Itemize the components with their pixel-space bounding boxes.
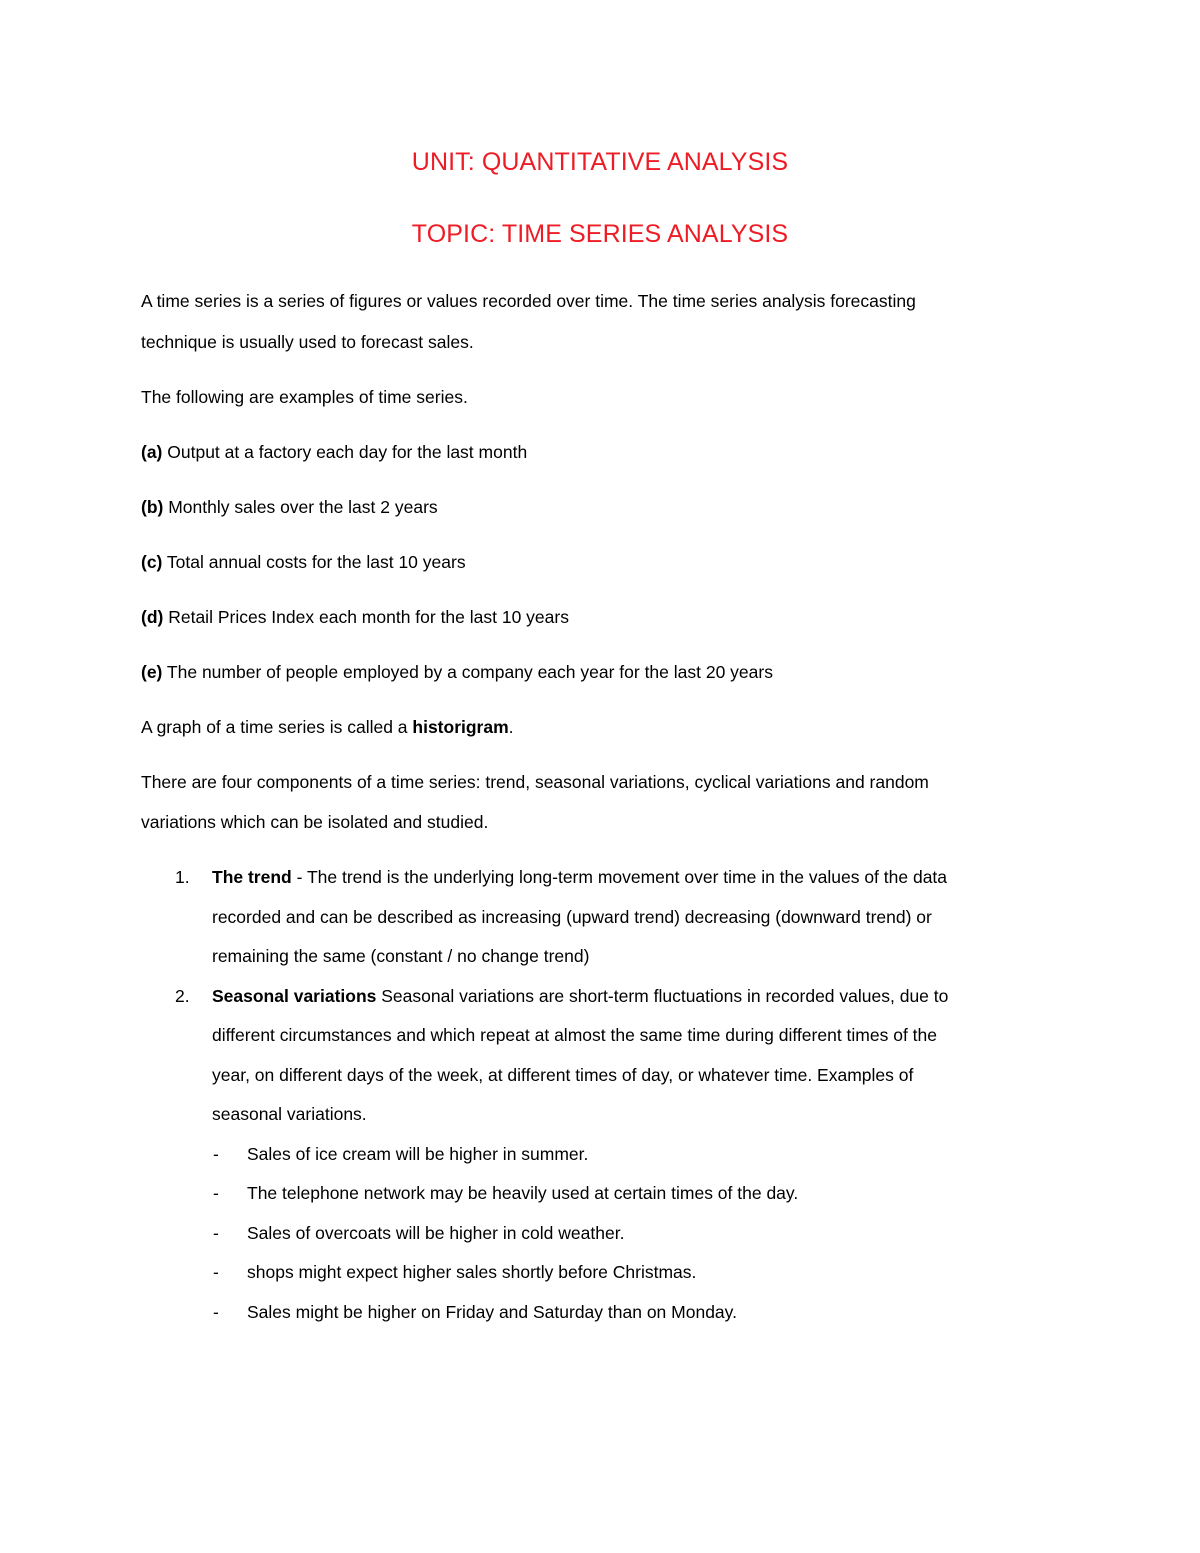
example-text: Total annual costs for the last 10 years — [162, 552, 466, 572]
example-item-d — [141, 597, 1061, 637]
example-text: Retail Prices Index each month for the last 10 years — [163, 607, 569, 627]
example-item-c — [141, 542, 1061, 582]
trend-line-2: recorded and can be described as increasing (upward trend) decreasing (downward trend) or — [212, 907, 932, 927]
unit-title: UNIT: QUANTITATIVE ANALYSIS — [411, 148, 789, 176]
list-number-1: 1. — [175, 867, 190, 887]
trend-line-3: remaining the same (constant / no change trend) — [212, 946, 590, 966]
components-line-1: There are four components of a time series: trend, seasonal variations, cyclical variations and random — [141, 772, 929, 792]
example-item-a — [141, 432, 1061, 472]
trend-heading: The trend — [212, 867, 292, 887]
seasonal-line-4: seasonal variations. — [212, 1104, 367, 1124]
seasonal-example-overcoats: Sales of overcoats will be higher in cold weather. — [247, 1223, 625, 1243]
seasonal-example-weekday: Sales might be higher on Friday and Saturday than on Monday. — [247, 1302, 737, 1322]
seasonal-example-telephone: The telephone network may be heavily used at certain times of the day. — [247, 1183, 799, 1203]
example-label: (d) — [141, 607, 164, 627]
historigram-sentence — [141, 707, 1061, 747]
example-label: (b) — [141, 497, 164, 517]
example-label: (a) — [141, 442, 163, 462]
seasonal-text: Seasonal variations are short-term fluctuations in recorded values, due to — [376, 986, 949, 1006]
historigram-after: . — [508, 717, 514, 737]
seasonal-heading: Seasonal variations — [212, 986, 377, 1006]
bullet-dash: - — [213, 1144, 219, 1164]
example-text: Monthly sales over the last 2 years — [163, 497, 438, 517]
example-text: Output at a factory each day for the last month — [162, 442, 528, 462]
bullet-dash: - — [213, 1262, 219, 1282]
example-item-b — [141, 487, 1061, 527]
trend-line-1 — [212, 857, 947, 897]
example-label: (c) — [141, 552, 163, 572]
example-label: (e) — [141, 662, 163, 682]
examples-lead: The following are examples of time series. — [141, 387, 468, 407]
historigram-term: historigram — [412, 717, 509, 737]
historigram-before: A graph of a time series is called a — [141, 717, 413, 737]
trend-text: - The trend is the underlying long-term movement over time in the values of the data — [291, 867, 948, 887]
bullet-dash: - — [213, 1183, 219, 1203]
components-line-2: variations which can be isolated and studied. — [141, 812, 489, 832]
bullet-dash: - — [213, 1302, 219, 1322]
seasonal-line-1 — [212, 976, 948, 1016]
intro-line-2: technique is usually used to forecast sales. — [141, 332, 474, 352]
topic-title: TOPIC: TIME SERIES ANALYSIS — [411, 220, 789, 248]
bullet-dash: - — [213, 1223, 219, 1243]
example-text: The number of people employed by a company each year for the last 20 years — [162, 662, 773, 682]
example-item-e — [141, 652, 1061, 692]
seasonal-line-3: year, on different days of the week, at different times of day, or whatever time. Examples of — [212, 1065, 914, 1085]
seasonal-example-ice-cream: Sales of ice cream will be higher in summer. — [247, 1144, 589, 1164]
list-number-2: 2. — [175, 986, 190, 1006]
seasonal-line-2: different circumstances and which repeat at almost the same time during different times of the — [212, 1025, 937, 1045]
intro-line-1: A time series is a series of figures or values recorded over time. The time series analysis forecasting — [141, 291, 916, 311]
seasonal-example-christmas: shops might expect higher sales shortly before Christmas. — [247, 1262, 697, 1282]
